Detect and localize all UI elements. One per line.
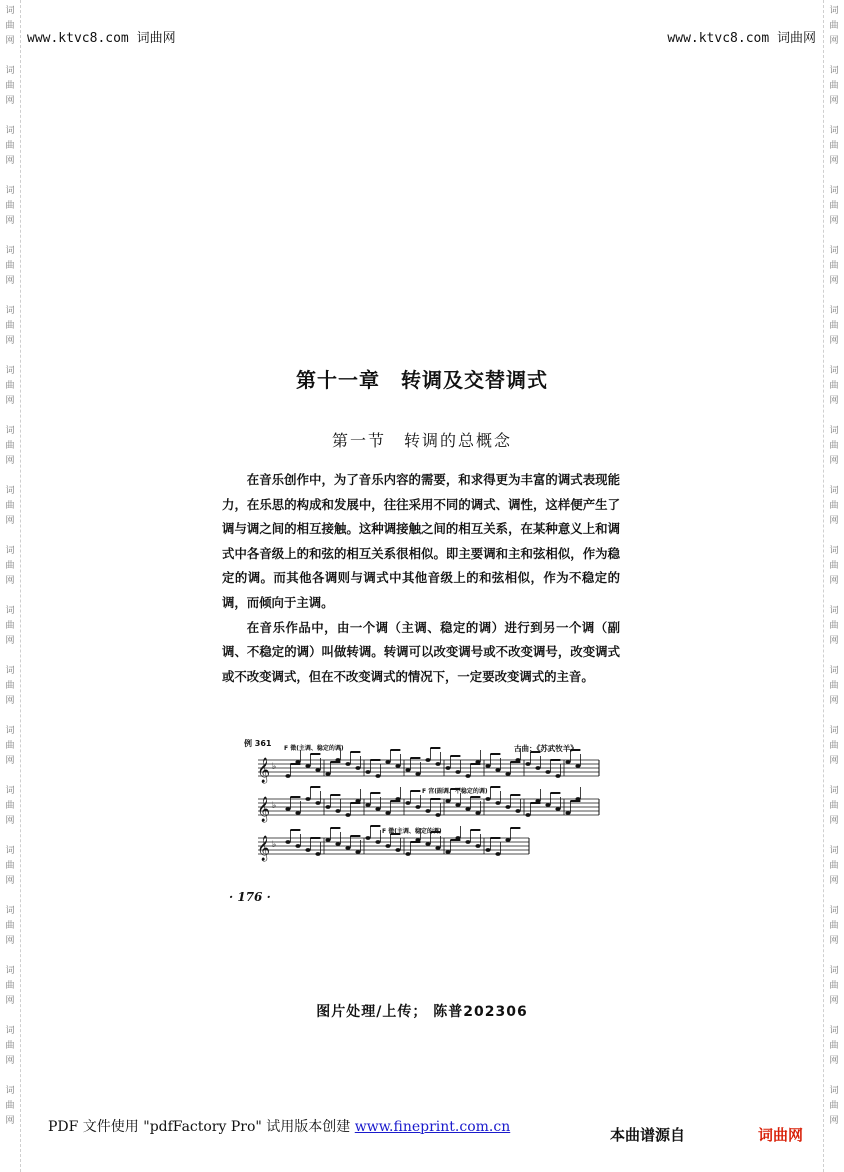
pdf-footer bbox=[48, 1116, 510, 1136]
note-head bbox=[475, 760, 480, 764]
note-head bbox=[295, 760, 300, 764]
watermark-char: 词 bbox=[829, 546, 839, 556]
note-head bbox=[445, 766, 450, 770]
note-head bbox=[285, 774, 290, 778]
watermark-char: 网 bbox=[5, 1056, 15, 1066]
watermark-char: 网 bbox=[5, 636, 15, 646]
watermark-char: 曲 bbox=[829, 681, 839, 691]
note-head bbox=[335, 842, 340, 846]
page-number: · 176 · bbox=[229, 890, 271, 904]
note-head bbox=[395, 797, 400, 801]
right-watermark-strip bbox=[823, 0, 844, 1172]
watermark-char: 词 bbox=[5, 606, 15, 616]
watermark-char: 词 bbox=[5, 66, 15, 76]
pdf-footer-link[interactable]: www.fineprint.com.cn bbox=[354, 1119, 511, 1135]
note-head bbox=[305, 764, 310, 768]
watermark-char: 网 bbox=[829, 396, 839, 406]
note-head bbox=[535, 799, 540, 803]
watermark-block bbox=[5, 664, 14, 724]
watermark-char: 曲 bbox=[5, 681, 15, 691]
watermark-char: 词 bbox=[5, 666, 15, 676]
note-head bbox=[435, 846, 440, 850]
note-head bbox=[415, 772, 420, 776]
note-head bbox=[455, 770, 460, 774]
watermark-char: 词 bbox=[5, 966, 15, 976]
watermark-char: 词 bbox=[5, 246, 15, 256]
note-head bbox=[405, 768, 410, 772]
watermark-char: 曲 bbox=[829, 261, 839, 271]
watermark-block bbox=[829, 4, 838, 64]
watermark-block bbox=[5, 1084, 14, 1144]
watermark-char: 曲 bbox=[5, 501, 15, 511]
watermark-char: 曲 bbox=[5, 921, 15, 931]
watermark-char: 词 bbox=[829, 726, 839, 736]
note-head bbox=[425, 758, 430, 762]
note-head bbox=[445, 850, 450, 854]
note-head bbox=[345, 762, 350, 766]
note-head bbox=[365, 803, 370, 807]
note-head bbox=[495, 852, 500, 856]
note-head bbox=[415, 805, 420, 809]
note-head bbox=[435, 813, 440, 817]
note-head bbox=[465, 840, 470, 844]
flat-sign: ♭ bbox=[272, 801, 277, 811]
note-head bbox=[475, 811, 480, 815]
watermark-block bbox=[5, 604, 14, 664]
watermark-char: 曲 bbox=[5, 801, 15, 811]
note-head bbox=[365, 770, 370, 774]
note-head bbox=[315, 801, 320, 805]
watermark-char: 词 bbox=[5, 906, 15, 916]
watermark-char: 网 bbox=[829, 36, 839, 46]
example-source: 古曲：《苏武牧羊》 bbox=[514, 744, 578, 753]
header-url-right[interactable]: www.ktvc8.com 词曲网 bbox=[667, 31, 816, 46]
note-head bbox=[355, 850, 360, 854]
watermark-char: 曲 bbox=[829, 441, 839, 451]
watermark-char: 词 bbox=[5, 306, 15, 316]
note-head bbox=[425, 809, 430, 813]
watermark-char: 曲 bbox=[5, 381, 15, 391]
watermark-char: 网 bbox=[5, 876, 15, 886]
watermark-char: 曲 bbox=[5, 621, 15, 631]
section-title: 第一节 转调的总概念 bbox=[331, 431, 512, 450]
flat-sign: ♭ bbox=[272, 840, 277, 850]
watermark-block bbox=[829, 64, 838, 124]
watermark-block bbox=[829, 544, 838, 604]
watermark-char: 曲 bbox=[5, 1041, 15, 1051]
example-key-1: F 徵(主调、稳定的调) bbox=[284, 745, 344, 752]
watermark-char: 网 bbox=[5, 696, 15, 706]
watermark-block bbox=[829, 724, 838, 784]
watermark-char: 词 bbox=[829, 426, 839, 436]
watermark-char: 网 bbox=[5, 216, 15, 226]
note-head bbox=[365, 836, 370, 840]
watermark-char: 曲 bbox=[5, 981, 15, 991]
example-key-3: F 徵(主调、稳定的调) bbox=[382, 828, 442, 835]
watermark-char: 词 bbox=[829, 966, 839, 976]
music-example bbox=[244, 735, 624, 875]
watermark-char: 曲 bbox=[5, 21, 15, 31]
watermark-char: 网 bbox=[5, 816, 15, 826]
watermark-char: 曲 bbox=[5, 201, 15, 211]
watermark-block bbox=[5, 784, 14, 844]
watermark-block bbox=[829, 304, 838, 364]
note-head bbox=[515, 758, 520, 762]
note-head bbox=[345, 846, 350, 850]
watermark-char: 词 bbox=[829, 6, 839, 16]
watermark-char: 词 bbox=[829, 1086, 839, 1096]
watermark-char: 词 bbox=[5, 6, 15, 16]
watermark-char: 网 bbox=[829, 576, 839, 586]
note-head bbox=[515, 809, 520, 813]
watermark-char: 词 bbox=[829, 666, 839, 676]
watermark-char: 网 bbox=[829, 96, 839, 106]
watermark-char: 曲 bbox=[829, 801, 839, 811]
watermark-block bbox=[5, 64, 14, 124]
watermark-block bbox=[5, 904, 14, 964]
watermark-char: 词 bbox=[829, 366, 839, 376]
note-head bbox=[325, 838, 330, 842]
watermark-char: 曲 bbox=[5, 261, 15, 271]
watermark-char: 词 bbox=[5, 486, 15, 496]
watermark-char: 网 bbox=[5, 1116, 15, 1126]
watermark-block bbox=[829, 184, 838, 244]
note-head bbox=[505, 772, 510, 776]
watermark-char: 网 bbox=[829, 216, 839, 226]
note-head bbox=[335, 758, 340, 762]
watermark-char: 曲 bbox=[829, 81, 839, 91]
note-head bbox=[435, 762, 440, 766]
note-head bbox=[295, 844, 300, 848]
watermark-char: 词 bbox=[829, 846, 839, 856]
treble-clef: 𝄞 bbox=[257, 836, 271, 861]
watermark-char: 网 bbox=[829, 876, 839, 886]
watermark-char: 曲 bbox=[829, 501, 839, 511]
note-head bbox=[505, 838, 510, 842]
watermark-char: 网 bbox=[829, 336, 839, 346]
watermark-char: 曲 bbox=[829, 201, 839, 211]
watermark-char: 曲 bbox=[5, 861, 15, 871]
watermark-block bbox=[829, 244, 838, 304]
note-head bbox=[465, 774, 470, 778]
note-head bbox=[325, 805, 330, 809]
note-head bbox=[575, 764, 580, 768]
watermark-char: 词 bbox=[5, 546, 15, 556]
note-head bbox=[495, 801, 500, 805]
watermark-char: 曲 bbox=[829, 21, 839, 31]
watermark-block bbox=[829, 1024, 838, 1084]
note-head bbox=[525, 762, 530, 766]
pdf-footer-text: PDF 文件使用 "pdfFactory Pro" 试用版本创建 bbox=[48, 1119, 351, 1135]
note-head bbox=[575, 797, 580, 801]
watermark-char: 网 bbox=[829, 756, 839, 766]
footer-brand-link[interactable]: 词曲网 bbox=[758, 1126, 804, 1144]
watermark-char: 词 bbox=[5, 426, 15, 436]
watermark-char: 词 bbox=[5, 726, 15, 736]
note-head bbox=[385, 760, 390, 764]
watermark-char: 网 bbox=[5, 156, 15, 166]
watermark-block bbox=[829, 784, 838, 844]
watermark-char: 网 bbox=[5, 96, 15, 106]
note-head bbox=[385, 811, 390, 815]
body-text bbox=[222, 468, 620, 689]
watermark-block bbox=[5, 304, 14, 364]
watermark-block bbox=[829, 1084, 838, 1144]
watermark-char: 词 bbox=[829, 66, 839, 76]
music-score bbox=[244, 735, 624, 875]
note-head bbox=[485, 764, 490, 768]
watermark-char: 网 bbox=[829, 456, 839, 466]
watermark-char: 曲 bbox=[829, 561, 839, 571]
paragraph-2: 在音乐作品中，由一个调（主调、稳定的调）进行到另一个调（副调、不稳定的调）叫做转调。转调可以改变调号或不改变调号，改变调式或不改变调式，但在不改变调式的情况下，一定要改变调式的主音。 bbox=[222, 619, 620, 684]
watermark-char: 曲 bbox=[829, 381, 839, 391]
note-head bbox=[295, 811, 300, 815]
watermark-char: 词 bbox=[5, 186, 15, 196]
note-head bbox=[445, 799, 450, 803]
watermark-char: 网 bbox=[829, 816, 839, 826]
note-head bbox=[355, 766, 360, 770]
note-head bbox=[305, 848, 310, 852]
watermark-block bbox=[5, 484, 14, 544]
watermark-char: 曲 bbox=[5, 81, 15, 91]
watermark-char: 网 bbox=[829, 996, 839, 1006]
watermark-char: 曲 bbox=[5, 1101, 15, 1111]
note-head bbox=[565, 811, 570, 815]
watermark-block bbox=[5, 184, 14, 244]
note-head bbox=[325, 772, 330, 776]
note-head bbox=[455, 803, 460, 807]
watermark-char: 网 bbox=[5, 36, 15, 46]
watermark-char: 词 bbox=[5, 366, 15, 376]
note-head bbox=[405, 801, 410, 805]
example-label: 例 361 bbox=[244, 739, 272, 748]
header-url-left[interactable]: www.ktvc8.com 词曲网 bbox=[27, 31, 176, 46]
watermark-char: 词 bbox=[829, 306, 839, 316]
watermark-char: 词 bbox=[829, 906, 839, 916]
watermark-char: 词 bbox=[5, 1086, 15, 1096]
watermark-char: 网 bbox=[829, 156, 839, 166]
watermark-char: 词 bbox=[829, 486, 839, 496]
watermark-char: 网 bbox=[829, 936, 839, 946]
watermark-block bbox=[829, 904, 838, 964]
watermark-block bbox=[5, 844, 14, 904]
watermark-block bbox=[5, 544, 14, 604]
note-head bbox=[485, 797, 490, 801]
watermark-char: 词 bbox=[5, 126, 15, 136]
watermark-char: 网 bbox=[5, 336, 15, 346]
note-head bbox=[315, 768, 320, 772]
watermark-block bbox=[829, 664, 838, 724]
treble-clef: 𝄞 bbox=[257, 797, 271, 822]
watermark-char: 词 bbox=[829, 246, 839, 256]
watermark-block bbox=[5, 244, 14, 304]
note-head bbox=[375, 774, 380, 778]
watermark-char: 词 bbox=[5, 786, 15, 796]
watermark-char: 网 bbox=[829, 1056, 839, 1066]
chapter-title: 第十一章 转调及交替调式 bbox=[296, 368, 548, 392]
note-head bbox=[335, 809, 340, 813]
watermark-char: 曲 bbox=[829, 1041, 839, 1051]
flat-sign: ♭ bbox=[272, 762, 277, 772]
note-head bbox=[415, 838, 420, 842]
footer-source-text: 本曲谱源自 bbox=[610, 1126, 686, 1144]
watermark-char: 曲 bbox=[829, 981, 839, 991]
note-head bbox=[475, 844, 480, 848]
watermark-char: 曲 bbox=[5, 441, 15, 451]
note-head bbox=[555, 807, 560, 811]
watermark-block bbox=[829, 124, 838, 184]
watermark-char: 网 bbox=[5, 516, 15, 526]
note-head bbox=[555, 774, 560, 778]
watermark-char: 曲 bbox=[829, 321, 839, 331]
watermark-char: 曲 bbox=[829, 1101, 839, 1111]
watermark-char: 曲 bbox=[829, 621, 839, 631]
note-head bbox=[485, 848, 490, 852]
watermark-char: 曲 bbox=[5, 561, 15, 571]
watermark-block bbox=[5, 724, 14, 784]
note-head bbox=[545, 770, 550, 774]
watermark-char: 网 bbox=[5, 576, 15, 586]
watermark-char: 网 bbox=[5, 276, 15, 286]
note-head bbox=[535, 766, 540, 770]
note-head bbox=[395, 848, 400, 852]
note-head bbox=[355, 799, 360, 803]
watermark-char: 词 bbox=[829, 186, 839, 196]
note-head bbox=[425, 842, 430, 846]
note-head bbox=[305, 797, 310, 801]
watermark-char: 曲 bbox=[5, 321, 15, 331]
watermark-char: 网 bbox=[829, 516, 839, 526]
watermark-char: 网 bbox=[5, 996, 15, 1006]
upload-credit: 图片处理/上传； 陈普202306 bbox=[316, 1004, 528, 1020]
note-head bbox=[405, 852, 410, 856]
watermark-char: 词 bbox=[829, 786, 839, 796]
watermark-char: 词 bbox=[5, 1026, 15, 1036]
watermark-char: 曲 bbox=[829, 741, 839, 751]
note-head bbox=[525, 813, 530, 817]
treble-clef: 𝄞 bbox=[257, 758, 271, 783]
watermark-char: 曲 bbox=[829, 921, 839, 931]
watermark-block bbox=[829, 604, 838, 664]
watermark-char: 曲 bbox=[5, 741, 15, 751]
watermark-char: 网 bbox=[5, 396, 15, 406]
watermark-char: 网 bbox=[5, 756, 15, 766]
example-key-2: F 宫(副调、不稳定的调) bbox=[422, 788, 488, 795]
note-head bbox=[375, 840, 380, 844]
note-head bbox=[545, 803, 550, 807]
paragraph-1: 在音乐创作中，为了音乐内容的需要，和求得更为丰富的调式表现能力，在乐思的构成和发展中，往往采用不同的调式、调性，这样便产生了调与调之间的相互接触。这种调接触之间的相互关系，在某种意义上和调式中各音级上的和弦的相互关系很相似。即主要调和主和弦相似，作为稳定的调。而其他各调则与调式中其他音级上的和弦相似，作为不稳定的调，而倾向于主调。 bbox=[222, 472, 620, 610]
note-head bbox=[565, 760, 570, 764]
watermark-char: 网 bbox=[829, 276, 839, 286]
note-head bbox=[385, 844, 390, 848]
watermark-char: 网 bbox=[829, 1116, 839, 1126]
note-head bbox=[375, 807, 380, 811]
watermark-block bbox=[829, 844, 838, 904]
watermark-char: 词 bbox=[829, 606, 839, 616]
watermark-char: 曲 bbox=[829, 141, 839, 151]
note-head bbox=[455, 836, 460, 840]
note-head bbox=[285, 840, 290, 844]
note-head bbox=[345, 813, 350, 817]
watermark-char: 曲 bbox=[5, 141, 15, 151]
watermark-char: 网 bbox=[5, 936, 15, 946]
watermark-char: 词 bbox=[5, 846, 15, 856]
note-head bbox=[505, 805, 510, 809]
note-head bbox=[465, 807, 470, 811]
note-head bbox=[495, 768, 500, 772]
watermark-block bbox=[5, 1024, 14, 1084]
watermark-char: 网 bbox=[829, 636, 839, 646]
note-head bbox=[315, 852, 320, 856]
left-watermark-strip bbox=[0, 0, 21, 1172]
watermark-block bbox=[829, 484, 838, 544]
watermark-char: 网 bbox=[829, 696, 839, 706]
watermark-char: 词 bbox=[829, 126, 839, 136]
watermark-block bbox=[5, 124, 14, 184]
watermark-char: 词 bbox=[829, 1026, 839, 1036]
watermark-block bbox=[5, 4, 14, 64]
note-head bbox=[395, 764, 400, 768]
watermark-char: 网 bbox=[5, 456, 15, 466]
note-head bbox=[285, 807, 290, 811]
watermark-char: 曲 bbox=[829, 861, 839, 871]
